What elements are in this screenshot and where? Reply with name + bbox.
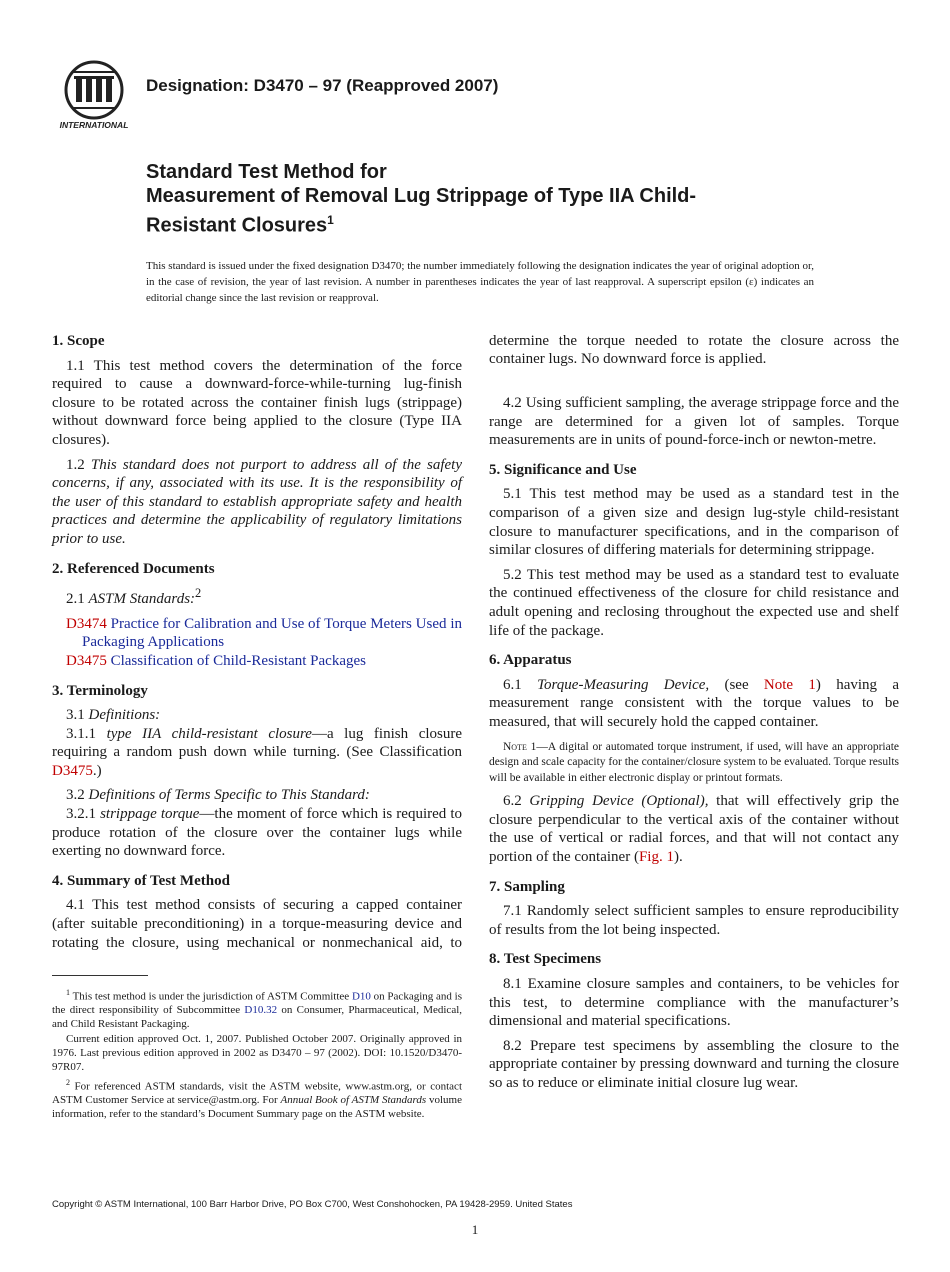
section-heading-sampling: 7. Sampling bbox=[489, 878, 565, 895]
paragraph-3-2: 3.2 Definitions of Terms Specific to This Standard: bbox=[66, 787, 370, 804]
title-footnote-mark: 1 bbox=[327, 213, 334, 227]
section-heading-terminology: 3. Terminology bbox=[52, 682, 148, 699]
paragraph-4-1-continued: determine the torque needed to rotate the closure across the container lugs. No downward force is applied. bbox=[489, 332, 899, 368]
paragraph-3-1: 3.1 Definitions: bbox=[66, 707, 161, 724]
paragraph-5-2: 5.2 This test method may be used as a standard test to evaluate the continued effectiveness of the closure for child resistance and adult opening and reclosing throughout the expected use and shelf life of the package. bbox=[489, 566, 899, 639]
astm-logo-icon bbox=[52, 58, 136, 132]
paragraph-5-1: 5.1 This test method may be used as a standard test in the comparison of a given size and design lug-style child-resistant closure to manufacturer specifications, and in the comparison of similar closures of differing materials for determining strippage. bbox=[489, 486, 899, 559]
title-line-1: Standard Test Method for bbox=[146, 161, 387, 183]
designation: Designation: D3470 – 97 (Reapproved 2007) bbox=[146, 76, 499, 95]
paragraph-3-1-1: 3.1.1 type IIA child-resistant closure—a lug finish closure requiring a random push down while turning. (See Classification D3475.) bbox=[52, 725, 463, 779]
link-fig-1[interactable]: Fig. 1 bbox=[638, 849, 674, 866]
footnote-1: $^1$ This test method is under the jurisdiction of ASTM Committee D10 on Packaging and is the direct responsibility of Subcommittee D10.32 on Consumer, Pharmaceutical, Medical, and Child Resistant Packaging. bbox=[52, 988, 463, 1030]
right-column bbox=[489, 332, 899, 1099]
paragraph-7-1: 7.1 Randomly select sufficient samples to ensure reproducibility of results from the lot being inspected. bbox=[489, 903, 899, 938]
section-heading-summary: 4. Summary of Test Method bbox=[52, 872, 230, 889]
astm-logo bbox=[52, 58, 136, 132]
reference-d3474[interactable]: D3474 Practice for Calibration and Use of Torque Meters Used in Packaging Applications bbox=[66, 615, 463, 651]
paragraph-2-1: 2.1 ASTM Standards:$^2$ bbox=[66, 586, 202, 608]
section-heading-specimens: 8. Test Specimens bbox=[489, 951, 602, 968]
section-heading-referenced: 2. Referenced Documents bbox=[52, 560, 215, 577]
page-number: 1 bbox=[471, 1222, 479, 1237]
paragraph-8-2: 8.2 Prepare test specimens by assembling the closure to the appropriate container by pressing downward and turning the closure so as to reduce or eliminate initial closure lug wear. bbox=[489, 1037, 899, 1091]
note-1: Note 1—A digital or automated torque instrument, if used, will have an appropriate design and scale capacity for the container/closure system to be evaluated. Torque results will be available in either electronic display or printout formats. bbox=[489, 740, 899, 784]
link-d3475[interactable]: D3475 bbox=[52, 762, 93, 779]
paragraph-3-2-1: 3.2.1 strippage torque—the moment of force which is required to produce rotation of the closure over the container lugs while exerting no downward force. bbox=[52, 806, 462, 860]
left-column bbox=[52, 332, 462, 958]
footnotes bbox=[52, 986, 462, 1124]
paragraph-1-2: 1.2 This standard does not purport to address all of the safety concerns, if any, associated with its use. It is the responsibility of the user of this standard to establish appropriate safety and health practices and determine the applicability of regulatory limitations prior to use. bbox=[52, 456, 463, 547]
footnote-rule bbox=[52, 975, 148, 976]
logo-text: INTERNATIONAL bbox=[59, 120, 129, 130]
title-line-3: Resistant Closures bbox=[146, 214, 328, 237]
title-line-2: Measurement of Removal Lug Strippage of Type IIA Child- bbox=[146, 185, 697, 207]
standard-notice: This standard is issued under the fixed designation D3470; the number immediately following the designation indicates the year of original adoption or, in the case of revision, the year of last revision. A number in parentheses indicates the year of last reapproval. A superscript epsilon (ε) indicates an editorial change since the last revision or reapproval. bbox=[146, 260, 814, 304]
reference-d3475[interactable]: D3475 Classification of Child-Resistant Packages bbox=[66, 652, 366, 669]
link-d10[interactable]: D10 bbox=[351, 990, 371, 1003]
footnote-2: $^2$ For referenced ASTM standards, visit the ASTM website, www.astm.org, or contact ASTM Customer Service at service@astm.org. For Annual Book of ASTM Standards volume information, refer to the standard’s Document Summary page on the ASTM website. bbox=[52, 1078, 462, 1121]
section-heading-apparatus: 6. Apparatus bbox=[489, 652, 572, 669]
link-d10-32[interactable]: D10.32 bbox=[244, 1004, 278, 1017]
paragraph-4-1: 4.1 This test method consists of securing a capped container (after suitable preconditioning) in a torque-measuring device and rotating the closure, using mechanical or nonmechanical aid, to bbox=[52, 897, 462, 951]
paragraph-6-2: 6.2 Gripping Device (Optional), that will effectively grip the closure perpendicular to the vertical axis of the container without the use of vertical or radial forces, and that will not contact any portion of the container (Fig. 1). bbox=[489, 793, 900, 866]
section-heading-significance: 5. Significance and Use bbox=[489, 461, 637, 478]
paragraph-8-1: 8.1 Examine closure samples and containers, to be vehicles for this test, to determine compliance with the manufacturer’s dimensional and material specifications. bbox=[489, 976, 899, 1030]
link-note-1[interactable]: Note 1 bbox=[763, 676, 816, 693]
document-title bbox=[146, 160, 866, 238]
paragraph-1-1: 1.1 This test method covers the determination of the force required to cause a downward-force-while-turning lug-finish closure to be rotated across the container finish lugs (strippage) without downward force being applied to the closure (Type IIA closures). bbox=[52, 357, 462, 448]
paragraph-4-2: 4.2 Using sufficient sampling, the average strippage force and the range are determined for a given lot of samples. Torque measurements are in units of pound-force-inch or newton-metre. bbox=[489, 395, 899, 449]
footnote-edition: Current edition approved Oct. 1, 2007. Published October 2007. Originally approved in 1976. Last previous edition approved in 2002 as D3470 – 97 (2002). DOI: 10.1520/D3470-97R07. bbox=[52, 1033, 462, 1073]
copyright: Copyright © ASTM International, 100 Barr Harbor Drive, PO Box C700, West Conshohocken, PA 19428-2959. United States bbox=[52, 1199, 573, 1210]
section-heading-scope: 1. Scope bbox=[52, 333, 105, 349]
paragraph-6-1: 6.1 Torque-Measuring Device, (see Note 1) having a measurement range consistent with the torque values to be measured, that will securely hold the capped container. bbox=[489, 676, 899, 730]
